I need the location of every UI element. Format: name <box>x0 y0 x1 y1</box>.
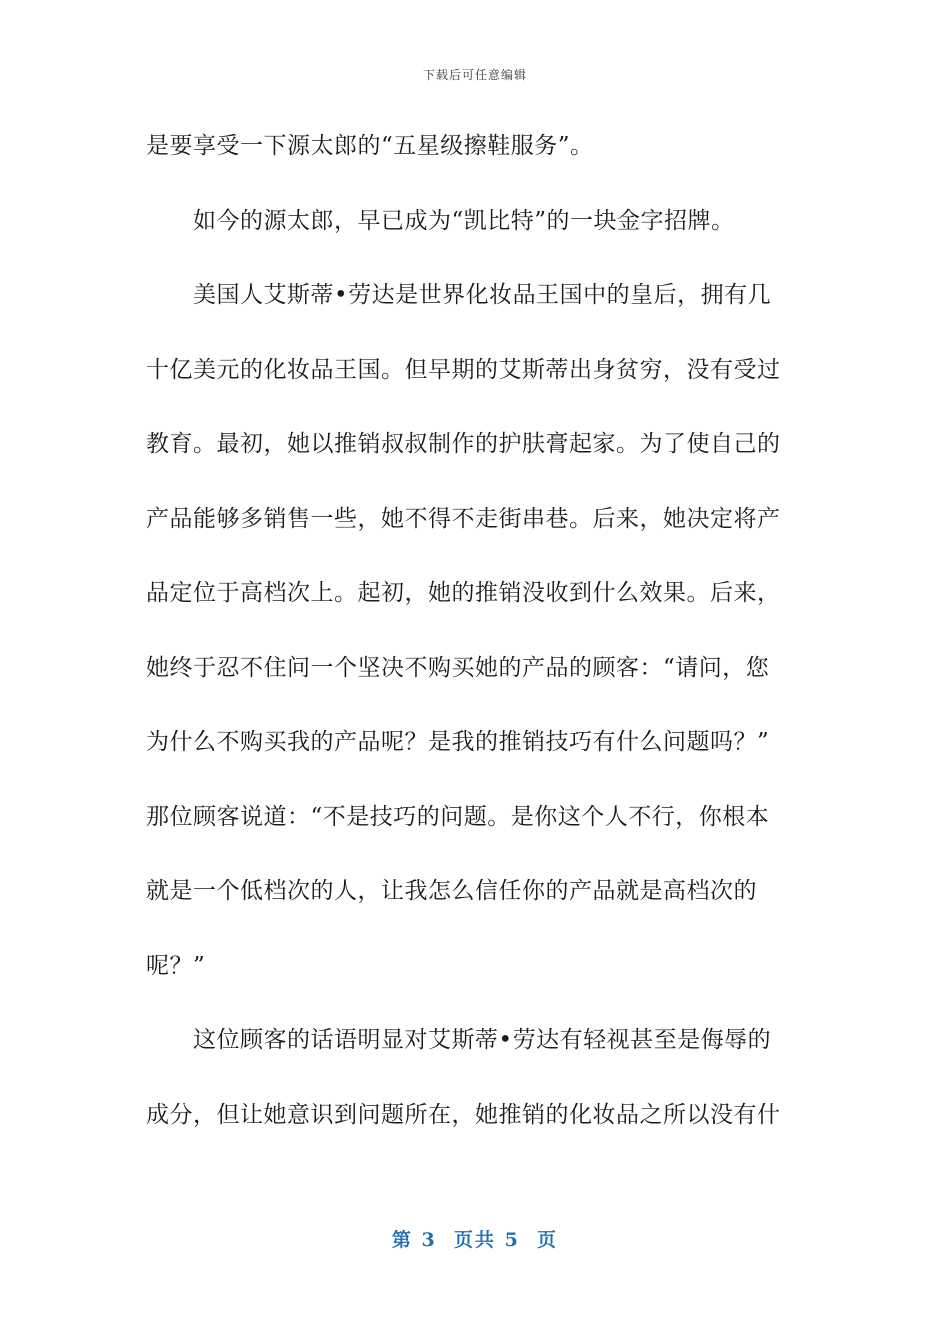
text-line: 呢？” <box>146 952 206 979</box>
text-line: 品定位于高档次上。起初，她的推销没收到什么效果。后来， <box>146 580 781 606</box>
text-line: 如今的源太郎，早已成为“凯比特”的一块金字招牌。 <box>193 207 735 234</box>
text-line: 她终于忍不住问一个坚决不购买她的产品的顾客：“请问，您 <box>146 654 770 681</box>
text-line: 这位顾客的话语明显对艾斯蒂•劳达有轻视甚至是侮辱的 <box>193 1027 772 1053</box>
page-number-footer: 第 3 页共 5 页 <box>391 1229 559 1251</box>
text-line: 成分，但让她意识到问题所在，她推销的化妆品之所以没有什 <box>146 1101 781 1128</box>
text-line: 那位顾客说道：“不是技巧的问题。是你这个人不行，你根本 <box>146 803 770 830</box>
document-body <box>146 126 796 1169</box>
page-header-note: 下载后可任意编辑 <box>422 68 527 82</box>
text-line: 为什么不购买我的产品呢？是我的推销技巧有什么问题吗？” <box>146 729 770 755</box>
text-line: 美国人艾斯蒂•劳达是世界化妆品王国中的皇后，拥有几 <box>193 282 772 308</box>
text-line: 教育。最初，她以推销叔叔制作的护肤膏起家。为了使自己的 <box>146 431 781 457</box>
text-line: 就是一个低档次的人，让我怎么信任你的产品就是高档次的 <box>146 878 757 904</box>
text-line: 是要享受一下源太郎的“五星级擦鞋服务”。 <box>146 133 594 159</box>
text-line: 产品能够多销售一些，她不得不走街串巷。后来，她决定将产 <box>146 505 781 532</box>
text-line: 十亿美元的化妆品王国。但早期的艾斯蒂出身贫穷，没有受过 <box>146 356 781 383</box>
